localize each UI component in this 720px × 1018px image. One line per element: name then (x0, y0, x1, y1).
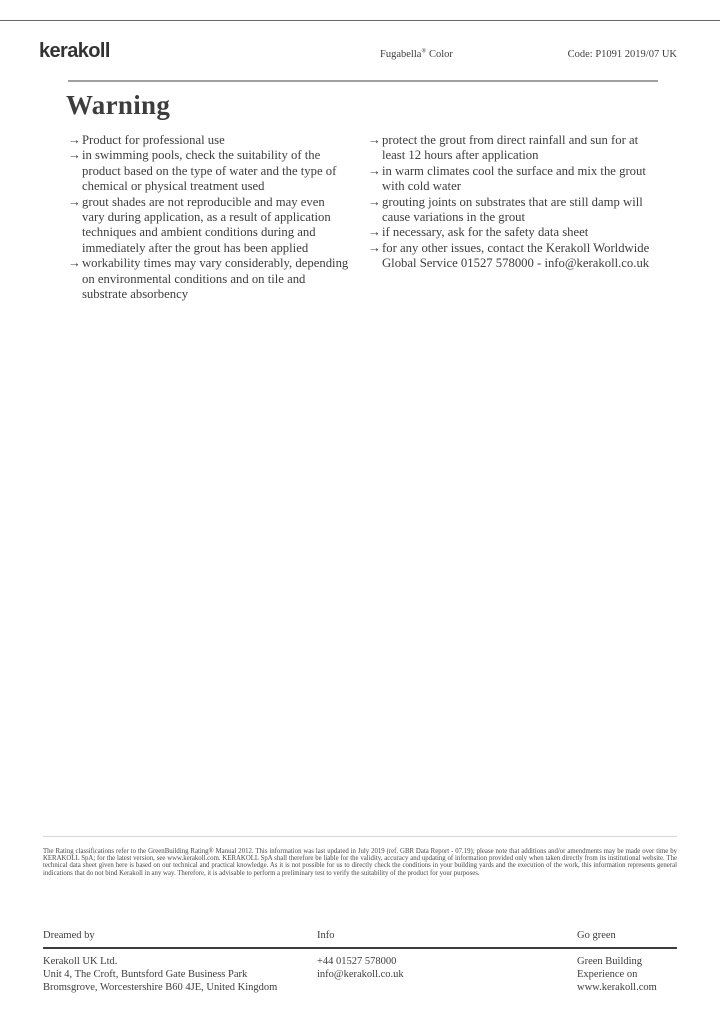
warning-item-text: Product for professional use (82, 133, 225, 147)
footer-phone: +44 01527 578000 (317, 956, 397, 967)
arrow-icon: → (68, 148, 81, 163)
product-name-text: Fugabella (380, 49, 422, 60)
warning-item (368, 133, 664, 164)
footer-column-header: Go green (577, 930, 616, 941)
footer-line: Unit 4, The Croft, Buntsford Gate Business Park (43, 969, 248, 980)
arrow-icon: → (68, 256, 81, 271)
arrow-icon: → (368, 194, 381, 209)
warning-item-text: protect the grout from direct rainfall and sun for at least 12 hours after application (382, 133, 639, 163)
warning-item (368, 195, 664, 226)
footer-column-header: Info (317, 930, 335, 941)
document-code: Code: P1091 2019/07 UK (567, 49, 677, 60)
warning-item (68, 195, 350, 257)
footer-line: Bromsgrove, Worcestershire B60 4JE, United Kingdom (43, 982, 278, 993)
footer-email: info@kerakoll.co.uk (317, 969, 404, 980)
legal-divider (43, 836, 677, 837)
arrow-icon: → (68, 194, 81, 209)
arrow-icon: → (368, 133, 381, 147)
warning-list-left (68, 133, 350, 302)
warning-item-text: grouting joints on substrates that are still damp will cause variations in the grout (382, 194, 643, 225)
product-name (380, 49, 453, 60)
footer-column-info (317, 929, 572, 981)
footer-column-dreamed-by (43, 929, 313, 994)
header-divider (68, 80, 658, 82)
kerakoll-logo: kerakoll (39, 40, 110, 62)
warning-item-text: for any other issues, contact the Kerakoll Worldwide Global Service 01527 578000 - info@kerakoll.co.uk (382, 240, 650, 271)
product-name-suffix: Color (426, 49, 453, 60)
warning-item (68, 256, 350, 302)
warning-item (368, 241, 664, 272)
registered-mark: ® (421, 47, 427, 55)
warning-item-text: in swimming pools, check the suitability of the product based on the type of water and the type of chemical or physical treatment used (82, 148, 337, 194)
section-title: Warning (66, 90, 171, 120)
warning-item (68, 148, 350, 194)
warning-item (68, 133, 350, 148)
warning-item (368, 164, 664, 195)
footer-line: Experience on (577, 969, 638, 980)
page-top-edge-line (0, 20, 720, 21)
arrow-icon: → (368, 240, 381, 255)
footer-column-header: Dreamed by (43, 930, 95, 941)
legal-text: The Rating classifications refer to the GreenBuilding Rating® Manual 2012. This information was last updated in July 2019 (ref. GBR Data Report - 07.19); please note that additions and/or amendments may be made over time by KERAKOLL SpA; for the latest version, see www.kerakoll.com. KERAKOLL SpA shall therefore be liable for the validity, accuracy and updating of information provided only when taken directly from its institutional website. The technical data sheet given here is based on our technical and practical knowledge. As it is not possible for us to directly check the conditions in your building yards and the execution of the work, this information represents general indications that do not bind Kerakoll in any way. Therefore, it is advisable to perform a preliminary test to verify the suitability of the product for your purposes. (43, 848, 677, 877)
warning-list-right (368, 133, 664, 272)
arrow-icon: → (368, 163, 381, 178)
arrow-icon: → (368, 225, 381, 240)
warning-item-text: grout shades are not reproducible and may even vary during application, as a result of application techniques and ambient conditions during and immediately after the grout has been applied (82, 194, 331, 255)
footer-website: www.kerakoll.com (577, 982, 657, 993)
footer-line: Kerakoll UK Ltd. (43, 956, 118, 967)
footer-column-go-green (577, 929, 687, 994)
warning-item (368, 225, 664, 240)
warning-item-text: in warm climates cool the surface and mix the grout with cold water (382, 163, 646, 194)
warning-item-text: if necessary, ask for the safety data sheet (382, 225, 589, 240)
footer-line: Green Building (577, 956, 643, 967)
warning-item-text: workability times may vary considerably, depending on environmental conditions and on tile and substrate absorbency (82, 256, 349, 302)
arrow-icon: → (68, 133, 81, 147)
